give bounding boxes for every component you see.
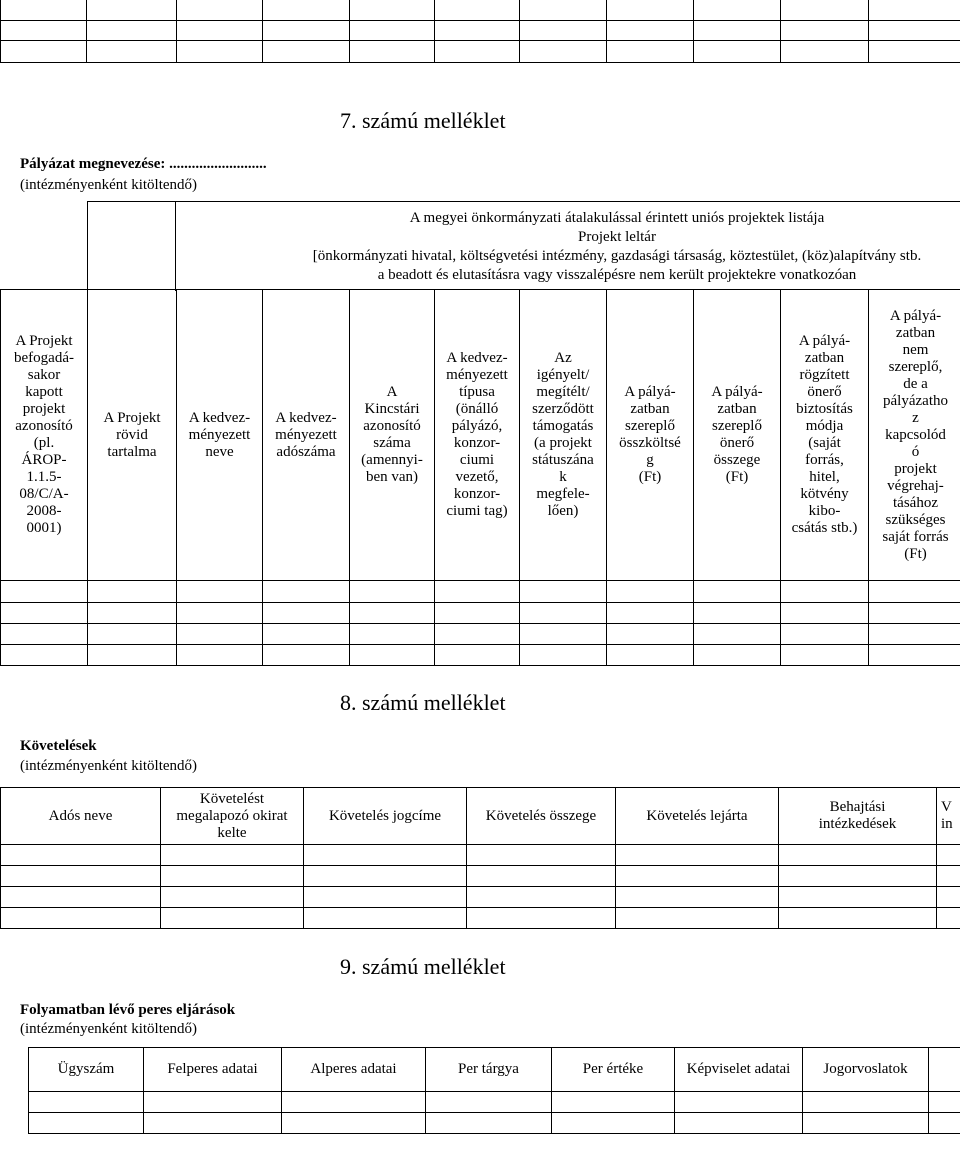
table-row (1, 603, 960, 624)
frame-line (87, 201, 960, 202)
annex8-fill-note: (intézményenként kitöltendő) (20, 758, 198, 774)
table-row (1, 624, 960, 645)
col-collection-actions: Behajtási intézkedések (779, 788, 937, 845)
frame-line (175, 201, 176, 291)
annex7-banner-line-3: [önkormányzati hivatal, költségvetési intézmény, gazdasági társaság, köztestület, (köz)alapítvány stb. (312, 248, 922, 264)
col-own-contribution-method: A pályá- zatban rögzített önerő biztosítás módja (saját forrás, hitel, kötvény kibo- csátás stb.) (781, 290, 869, 581)
col-case-number: Ügyszám (29, 1048, 144, 1092)
col-own-contribution: A pályá- zatban szereplő önerő összege (Ft) (694, 290, 781, 581)
col-treasury-id: A Kincstári azonosító száma (amennyi- ben van) (350, 290, 435, 581)
col-cut-off: V in (937, 788, 960, 845)
table-row (29, 1092, 960, 1113)
table-row (1, 908, 960, 929)
annex8-section-title: Követelések (20, 738, 97, 754)
table-header-row (1, 290, 960, 581)
col-support-amount: Az igényelt/ megítélt/ szerződött támogatás (a projekt státuszána k megfele- lően) (520, 290, 607, 581)
col-representation-data: Képviselet adatai (675, 1048, 803, 1092)
table-header-row (1, 788, 960, 845)
col-case-value: Per értéke (552, 1048, 675, 1092)
col-project-summary: A Projekt rövid tartalma (88, 290, 177, 581)
col-total-cost: A pályá- zatban szereplő összköltsé g (Ft) (607, 290, 694, 581)
col-cut-off (929, 1048, 960, 1092)
col-plaintiff-data: Felperes adatai (144, 1048, 282, 1092)
frame-line (87, 201, 88, 291)
annex7-banner-line-1: A megyei önkormányzati átalakulással érintett uniós projektek listája (409, 210, 825, 226)
annex8-title: 8. számú melléklet (340, 690, 506, 715)
table-header-row (29, 1048, 960, 1092)
annex9-fill-note: (intézményenként kitöltendő) (20, 1021, 198, 1037)
col-beneficiary-type: A kedvez- ményezett típusa (önálló pályázó, konzor- ciumi vezető, konzor- ciumi tag) (435, 290, 520, 581)
table-row (1, 866, 960, 887)
col-project-id: A Projekt befogadá- sakor kapott projekt azonosító (pl. ÁROP- 1.1.5- 08/C/A- 2008- 0001) (1, 290, 88, 581)
table-row (1, 581, 960, 603)
annex7-banner-line-4: a beadott és elutasításra vagy visszalépésre nem került projektekre vonatkozóan (377, 267, 857, 283)
col-claim-amount: Követelés összege (467, 788, 616, 845)
col-defendant-data: Alperes adatai (282, 1048, 426, 1092)
annex7-fill-note: (intézményenként kitöltendő) (20, 177, 198, 193)
col-claim-title: Követelés jogcíme (304, 788, 467, 845)
annex9-title: 9. számú melléklet (340, 954, 506, 979)
table-row (1, 845, 960, 866)
project-inventory-table (0, 289, 960, 666)
table-row (1, 645, 960, 666)
receivables-table (0, 787, 960, 929)
col-debtor-name: Adós neve (1, 788, 161, 845)
col-document-date: Követelést megalapozó okirat kelte (161, 788, 304, 845)
table-row (29, 1113, 960, 1134)
col-beneficiary-tax-number: A kedvez- ményezett adószáma (263, 290, 350, 581)
lawsuits-table (28, 1047, 960, 1134)
col-case-subject: Per tárgya (426, 1048, 552, 1092)
col-legal-remedies: Jogorvoslatok (803, 1048, 929, 1092)
annex7-pending-label: Pályázat megnevezése: .......................... (20, 156, 267, 172)
col-claim-due: Követelés lejárta (616, 788, 779, 845)
previous-table-tail (0, 0, 960, 63)
col-beneficiary-name: A kedvez- ményezett neve (177, 290, 263, 581)
table-row (1, 887, 960, 908)
col-extra-own-source: A pályá- zatban nem szereplő, de a pályázatho z kapcsolód ó projekt végrehaj- tásához szükséges saját forrás (Ft) (869, 290, 960, 581)
annex7-banner-line-2: Projekt leltár (578, 229, 656, 245)
annex7-title: 7. számú melléklet (340, 108, 506, 133)
annex9-section-title: Folyamatban lévő peres eljárások (20, 1002, 236, 1018)
